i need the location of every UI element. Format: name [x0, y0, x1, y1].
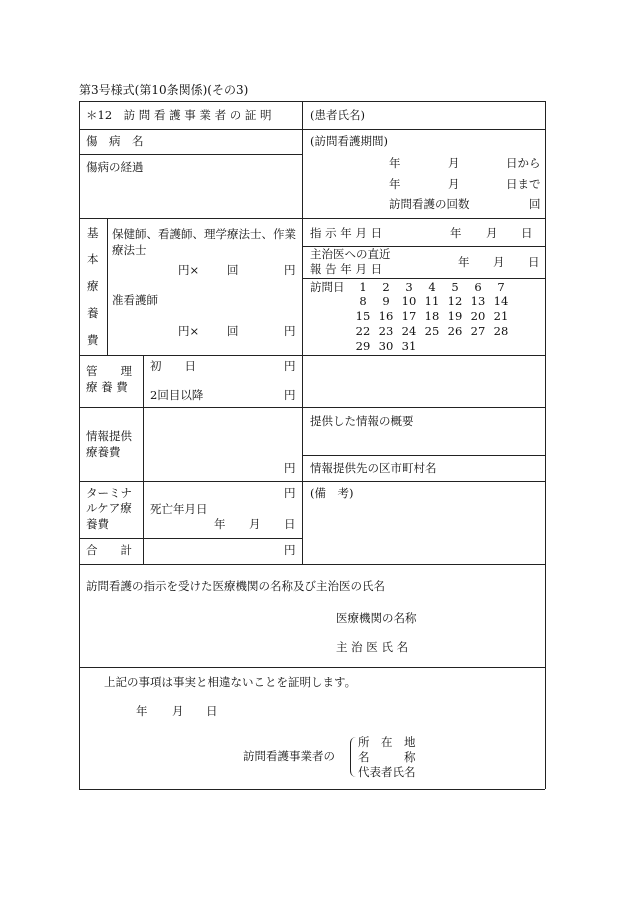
info-municipality-label: 情報提供先の区市町村名 — [310, 461, 437, 475]
grid-line — [79, 355, 545, 356]
provider-name-label: 名 称 — [358, 750, 416, 764]
certify-month: 月 — [172, 704, 184, 718]
day-number: 16 — [378, 309, 394, 323]
terminal-yen: 円 — [284, 486, 296, 500]
grid-line — [545, 101, 546, 789]
grid-line — [79, 154, 302, 155]
info-fee-label-1: 情報提供 — [86, 429, 132, 443]
management-first-day: 初 日 — [150, 359, 196, 373]
day-number: 4 — [428, 280, 436, 294]
terminal-label-3: 養費 — [86, 517, 109, 531]
period-to-month: 月 — [448, 177, 460, 191]
grid-line — [79, 129, 545, 130]
day-number: 11 — [424, 294, 440, 308]
total-yen: 円 — [284, 543, 296, 557]
certification-statement: 上記の事項は事実と相違ないことを証明します。 — [104, 675, 357, 689]
disease-name-label: 傷 病 名 — [86, 134, 144, 148]
representative-name-label: 代表者氏名 — [358, 765, 416, 779]
day-number: 24 — [401, 324, 417, 338]
day-number: 3 — [405, 280, 413, 294]
grid-line — [79, 101, 80, 789]
instruction-year: 年 — [450, 226, 462, 240]
certify-year: 年 — [136, 704, 148, 718]
management-later-yen: 円 — [284, 388, 296, 402]
day-number: 1 — [359, 280, 367, 294]
day-number: 20 — [470, 309, 486, 323]
period-to-year: 年 — [389, 177, 401, 191]
provider-address-label: 所 在 地 — [358, 735, 416, 749]
info-summary-label: 提供した情報の概要 — [310, 414, 414, 428]
visit-count-label: 訪問看護の回数 — [389, 197, 470, 211]
day-number: 15 — [355, 309, 371, 323]
certify-day: 日 — [206, 704, 218, 718]
instruction-day: 日 — [521, 226, 533, 240]
death-date-label: 死亡年月日 — [150, 502, 208, 516]
report-month: 月 — [493, 255, 505, 269]
report-date-label-1: 主治医への直近 — [310, 247, 391, 261]
assoc-count-unit: 回 — [227, 324, 239, 338]
provider-label: 訪問看護事業者の — [243, 749, 335, 763]
certificate-title: ＊12 訪 問 看 護 事 業 者 の 証 明 — [86, 108, 272, 122]
day-number: 19 — [447, 309, 463, 323]
management-later: 2回目以降 — [150, 388, 204, 402]
nurse-yen-times: 円× — [178, 263, 200, 277]
period-from-month: 月 — [448, 156, 460, 170]
instruction-org-label: 訪問看護の指示を受けた医療機関の名称及び主治医の氏名 — [86, 579, 385, 593]
day-number: 29 — [355, 339, 371, 353]
info-fee-label-2: 療養費 — [86, 445, 121, 459]
instruction-date-label: 指 示 年 月 日 — [310, 226, 383, 240]
day-number: 31 — [401, 339, 417, 353]
visit-count-unit: 回 — [529, 197, 541, 211]
instruction-month: 月 — [486, 226, 498, 240]
grid-line — [302, 278, 545, 279]
medical-institution-name-label: 医療機関の名称 — [336, 611, 417, 625]
grid-line — [79, 481, 545, 482]
assoc-yen-times: 円× — [178, 324, 200, 338]
grid-line — [79, 407, 545, 408]
grid-line — [302, 101, 303, 564]
terminal-label-2: ルケア療 — [86, 501, 132, 515]
day-number: 28 — [493, 324, 509, 338]
disease-course-label: 傷病の経過 — [86, 160, 144, 174]
death-day: 日 — [284, 517, 296, 531]
grid-line — [79, 101, 545, 102]
basic-fee-char-3: 療 — [87, 279, 99, 293]
assoc-nurse-label: 准看護師 — [112, 293, 158, 307]
day-number: 8 — [359, 294, 367, 308]
day-number: 23 — [378, 324, 394, 338]
assoc-yen-unit: 円 — [284, 324, 296, 338]
nurse-count-unit: 回 — [227, 263, 239, 277]
grid-line — [79, 667, 545, 668]
day-number: 12 — [447, 294, 463, 308]
grid-line — [302, 455, 545, 456]
period-from-year: 年 — [389, 156, 401, 170]
day-number: 13 — [470, 294, 486, 308]
day-number: 17 — [401, 309, 417, 323]
visit-period-label: (訪問看護期間) — [310, 134, 388, 148]
day-number: 25 — [424, 324, 440, 338]
grid-line — [79, 538, 302, 539]
day-number: 26 — [447, 324, 463, 338]
basic-fee-char-5: 費 — [87, 333, 99, 347]
brace-icon — [350, 737, 357, 777]
day-number: 21 — [493, 309, 509, 323]
day-number: 30 — [378, 339, 394, 353]
management-label-2: 療 養 費 — [86, 380, 128, 394]
remarks-label: (備 考) — [310, 486, 354, 500]
death-year: 年 — [214, 517, 226, 531]
attending-doctor-label: 主 治 医 氏 名 — [336, 640, 409, 654]
period-to-day: 日まで — [506, 177, 541, 191]
day-number: 14 — [493, 294, 509, 308]
total-label: 合 計 — [86, 543, 132, 557]
grid-line — [107, 218, 108, 355]
day-number: 22 — [355, 324, 371, 338]
day-number: 5 — [451, 280, 459, 294]
day-number: 18 — [424, 309, 440, 323]
death-month: 月 — [249, 517, 261, 531]
nurse-yen-unit: 円 — [284, 263, 296, 277]
report-year: 年 — [458, 255, 470, 269]
visit-days-label: 訪問日 — [310, 280, 345, 294]
management-first-yen: 円 — [284, 359, 296, 373]
day-number: 27 — [470, 324, 486, 338]
day-number: 7 — [497, 280, 505, 294]
form-number-header: 第3号様式(第10条関係)(その3) — [79, 83, 249, 97]
report-day: 日 — [528, 255, 540, 269]
day-number: 9 — [382, 294, 390, 308]
day-number: 2 — [382, 280, 390, 294]
info-fee-yen: 円 — [284, 461, 296, 475]
basic-fee-char-1: 基 — [87, 226, 99, 240]
grid-line — [143, 355, 144, 564]
management-label-1: 管 理 — [86, 364, 132, 378]
basic-fee-char-4: 養 — [87, 306, 99, 320]
terminal-label-1: ターミナ — [86, 486, 132, 500]
nurse-category-label: 保健師、看護師、理学療法士、作業療法士 — [112, 227, 296, 257]
report-date-label-2: 報 告 年 月 日 — [310, 262, 383, 276]
period-from-day: 日から — [506, 156, 541, 170]
grid-line — [79, 218, 545, 219]
patient-name-label: (患者氏名) — [310, 108, 365, 122]
day-number: 10 — [401, 294, 417, 308]
grid-line — [79, 564, 545, 565]
grid-line — [79, 789, 545, 790]
basic-fee-char-2: 本 — [87, 252, 99, 266]
day-number: 6 — [474, 280, 482, 294]
